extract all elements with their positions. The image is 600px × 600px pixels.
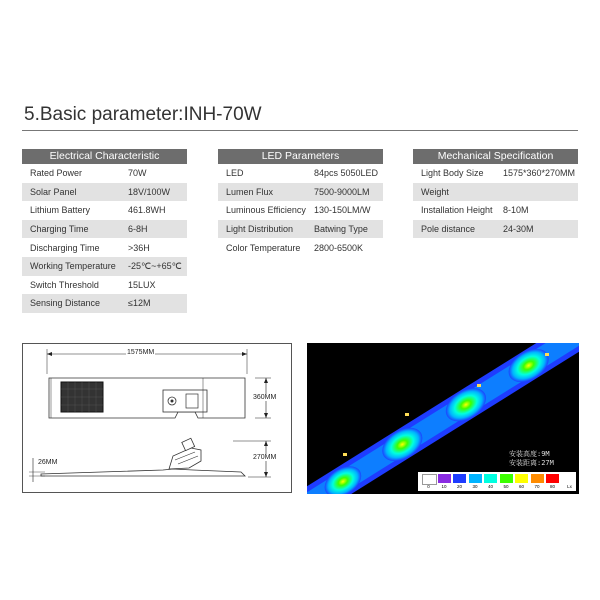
mechanical-row-key: Weight: [421, 186, 449, 197]
electrical-row-key: Switch Threshold: [30, 279, 99, 290]
led-row: [218, 201, 383, 220]
mechanical-row-value: 24-30M: [503, 224, 534, 235]
electrical-row-value: >36H: [128, 242, 150, 253]
electrical-row: [22, 257, 187, 276]
scale-swatch: [515, 474, 528, 483]
electrical-row-key: Rated Power: [30, 168, 83, 179]
mechanical-table-header: Mechanical Specification: [413, 149, 578, 164]
mechanical-row: [413, 183, 578, 202]
scale-swatch: [438, 474, 451, 483]
electrical-row: [22, 164, 187, 183]
led-row-value: 130-150LM/W: [314, 205, 371, 216]
electrical-row-value: 15LUX: [128, 279, 156, 290]
led-table-header: LED Parameters: [218, 149, 383, 164]
scale-swatch: [531, 474, 544, 483]
electrical-row-value: 6-8H: [128, 224, 148, 235]
mechanical-row-key: Pole distance: [421, 224, 476, 235]
electrical-row-key: Sensing Distance: [30, 298, 101, 309]
electrical-row-value: 461.8WH: [128, 205, 166, 216]
led-table: [218, 149, 383, 257]
title-divider: [22, 130, 578, 131]
electrical-row-value: ≤12M: [128, 298, 151, 309]
mechanical-row-key: Light Body Size: [421, 168, 484, 179]
length-dimension-label: 1575MM: [127, 349, 155, 356]
led-row-key: Color Temperature: [226, 242, 301, 253]
scale-swatch: [469, 474, 482, 483]
mechanical-row: [413, 220, 578, 239]
led-table-rows: [218, 164, 383, 257]
mechanical-row: [413, 164, 578, 183]
mechanical-row-value: 1575*360*270MM: [503, 168, 576, 179]
electrical-table-rows: [22, 164, 187, 313]
electrical-row-value: 70W: [128, 168, 147, 179]
scale-swatch: [453, 474, 466, 483]
led-row-key: Luminous Efficiency: [226, 205, 306, 216]
scale-tick-label: 0: [427, 484, 430, 489]
scale-tick-label: 70: [534, 484, 540, 489]
mechanical-table: [413, 149, 578, 238]
led-row: [218, 183, 383, 202]
mechanical-table-rows: [413, 164, 578, 238]
led-row-value: Batwing Type: [314, 224, 368, 235]
led-row-key: Lumen Flux: [226, 186, 274, 197]
mechanical-row-value: 8-10M: [503, 205, 529, 216]
electrical-row: [22, 220, 187, 239]
scale-swatch: [500, 474, 513, 483]
electrical-row-key: Solar Panel: [30, 186, 77, 197]
electrical-row: [22, 238, 187, 257]
electrical-row-key: Charging Time: [30, 224, 89, 235]
illuminance-color-scale: [418, 472, 576, 491]
electrical-row: [22, 183, 187, 202]
scale-tick-label: 50: [503, 484, 509, 489]
scale-swatch: [546, 474, 559, 483]
install-distance-caption: 安装距离:27M: [509, 459, 554, 467]
electrical-row-key: Discharging Time: [30, 242, 100, 253]
dimension-drawing: [22, 343, 292, 493]
led-row: [218, 164, 383, 183]
scale-tick-label: 80: [549, 484, 555, 489]
install-height-caption: 安装高度:9M: [509, 450, 550, 458]
electrical-row-value: -25℃~+65℃: [128, 260, 182, 271]
electrical-row: [22, 201, 187, 220]
scale-tick-label: 10: [441, 484, 447, 489]
height-dimension-label: 270MM: [253, 454, 277, 461]
led-row-value: 7500-9000LM: [314, 186, 370, 197]
electrical-row-key: Lithium Battery: [30, 205, 91, 216]
electrical-row-key: Working Temperature: [30, 261, 116, 272]
led-row-key: LED: [226, 168, 244, 179]
width-dimension-label: 360MM: [253, 394, 277, 401]
led-row: [218, 238, 383, 257]
mechanical-row-key: Installation Height: [421, 205, 493, 216]
scale-tick-label: 60: [518, 484, 524, 489]
thickness-dimension-label: 26MM: [38, 459, 58, 466]
electrical-row: [22, 294, 187, 313]
led-row-value: 2800-6500K: [314, 242, 364, 253]
electrical-row-value: 18V/100W: [128, 186, 171, 197]
dimension-drawing-svg: [23, 344, 293, 494]
scale-tick-label: 40: [487, 484, 493, 489]
led-row: [218, 220, 383, 239]
electrical-table: [22, 149, 187, 313]
electrical-table-header: Electrical Characteristic: [22, 149, 187, 164]
section-title: 5.Basic parameter:INH-70W: [24, 104, 262, 125]
scale-unit-label: Lx: [567, 484, 572, 489]
led-row-key: Light Distribution: [226, 224, 294, 235]
scale-swatch: [484, 474, 497, 483]
mechanical-row: [413, 201, 578, 220]
scale-tick-label: 30: [472, 484, 478, 489]
led-row-value: 84pcs 5050LED: [314, 168, 379, 179]
scale-tick-label: 20: [456, 484, 462, 489]
electrical-row: [22, 276, 187, 295]
